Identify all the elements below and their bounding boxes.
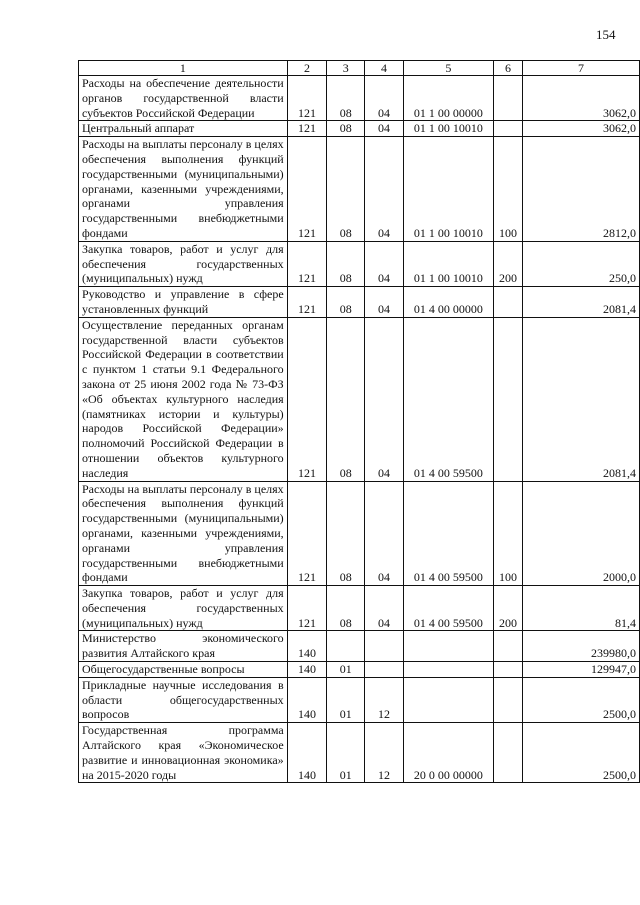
ministry-code-cell: 140	[287, 631, 327, 662]
budget-table	[78, 60, 640, 783]
expense-type-cell: 200	[494, 241, 523, 286]
expense-name-cell: Закупка товаров, работ и услуг для обеспечения государственных (муниципальных) нужд	[79, 586, 288, 631]
header-cell: 3	[327, 61, 365, 76]
amount-cell: 250,0	[522, 241, 639, 286]
subsection-code-cell: 04	[365, 317, 404, 481]
table-header-row	[79, 61, 640, 76]
table-row	[79, 137, 640, 242]
section-code-cell	[327, 631, 365, 662]
target-item-cell: 01 4 00 00000	[403, 287, 493, 318]
subsection-code-cell: 04	[365, 586, 404, 631]
target-item-cell: 20 0 00 00000	[403, 723, 493, 783]
table-row	[79, 662, 640, 678]
ministry-code-cell: 140	[287, 662, 327, 678]
expense-name-cell: Прикладные научные исследования в области общегосударственных вопросов	[79, 677, 288, 722]
ministry-code-cell: 121	[287, 137, 327, 242]
expense-name-cell: Расходы на выплаты персоналу в целях обеспечения выполнения функций государственными (муниципальными) органами, казенными учреждениями, органами управления государственными внебюджетными фондами	[79, 481, 288, 586]
subsection-code-cell: 04	[365, 76, 404, 121]
table-row	[79, 631, 640, 662]
expense-type-cell: 200	[494, 586, 523, 631]
ministry-code-cell: 121	[287, 586, 327, 631]
expense-name-cell: Закупка товаров, работ и услуг для обеспечения государственных (муниципальных) нужд	[79, 241, 288, 286]
table-row	[79, 481, 640, 586]
header-cell: 1	[79, 61, 288, 76]
table-row	[79, 241, 640, 286]
section-code-cell: 08	[327, 241, 365, 286]
amount-cell: 81,4	[522, 586, 639, 631]
page-number: 154	[596, 27, 616, 42]
ministry-code-cell: 121	[287, 121, 327, 137]
target-item-cell: 01 4 00 59500	[403, 481, 493, 586]
section-code-cell: 08	[327, 121, 365, 137]
expense-name-cell: Руководство и управление в сфере установленных функций	[79, 287, 288, 318]
expense-name-cell: Осуществление переданных органам государственной власти субъектов Российской Федерации в соответствии с пунктом 1 статьи 9.1 Федерального закона от 25 июня 2002 года № 73-ФЗ «Об объектах культурного наследия (памятниках истории и культуры) народов Российской Федерации» полномочий Российской Федерации в отношении объектов культурного наследия	[79, 317, 288, 481]
subsection-code-cell	[365, 662, 404, 678]
table-row	[79, 317, 640, 481]
section-code-cell: 08	[327, 481, 365, 586]
section-code-cell: 08	[327, 287, 365, 318]
header-cell: 2	[287, 61, 327, 76]
header-cell: 6	[494, 61, 523, 76]
section-code-cell: 08	[327, 76, 365, 121]
expense-type-cell	[494, 662, 523, 678]
target-item-cell: 01 4 00 59500	[403, 586, 493, 631]
section-code-cell: 01	[327, 662, 365, 678]
target-item-cell	[403, 631, 493, 662]
amount-cell: 2500,0	[522, 723, 639, 783]
expense-name-cell: Расходы на выплаты персоналу в целях обеспечения выполнения функций государственными (муниципальными) органами, казенными учреждениями, органами управления государственными внебюджетными фондами	[79, 137, 288, 242]
amount-cell: 239980,0	[522, 631, 639, 662]
expense-name-cell: Министерство экономического развития Алтайского края	[79, 631, 288, 662]
subsection-code-cell: 04	[365, 481, 404, 586]
expense-name-cell: Расходы на обеспечение деятельности органов государственной власти субъектов Российской Федерации	[79, 76, 288, 121]
subsection-code-cell: 04	[365, 137, 404, 242]
ministry-code-cell: 140	[287, 723, 327, 783]
amount-cell: 129947,0	[522, 662, 639, 678]
expense-name-cell: Центральный аппарат	[79, 121, 288, 137]
table-row	[79, 121, 640, 137]
expense-type-cell: 100	[494, 481, 523, 586]
ministry-code-cell: 121	[287, 76, 327, 121]
target-item-cell: 01 1 00 10010	[403, 241, 493, 286]
target-item-cell: 01 1 00 10010	[403, 137, 493, 242]
target-item-cell	[403, 677, 493, 722]
subsection-code-cell	[365, 631, 404, 662]
expense-type-cell	[494, 723, 523, 783]
table-row	[79, 723, 640, 783]
subsection-code-cell: 04	[365, 121, 404, 137]
ministry-code-cell: 121	[287, 481, 327, 586]
header-cell: 4	[365, 61, 404, 76]
table-row	[79, 677, 640, 722]
amount-cell: 2081,4	[522, 287, 639, 318]
header-cell: 5	[403, 61, 493, 76]
section-code-cell: 01	[327, 723, 365, 783]
subsection-code-cell: 04	[365, 241, 404, 286]
amount-cell: 3062,0	[522, 76, 639, 121]
target-item-cell: 01 4 00 59500	[403, 317, 493, 481]
subsection-code-cell: 12	[365, 677, 404, 722]
header-cell: 7	[522, 61, 639, 76]
subsection-code-cell: 04	[365, 287, 404, 318]
amount-cell: 2500,0	[522, 677, 639, 722]
expense-type-cell	[494, 317, 523, 481]
section-code-cell: 08	[327, 137, 365, 242]
table-row	[79, 586, 640, 631]
subsection-code-cell: 12	[365, 723, 404, 783]
ministry-code-cell: 121	[287, 287, 327, 318]
ministry-code-cell: 121	[287, 241, 327, 286]
expense-type-cell	[494, 287, 523, 318]
amount-cell: 2000,0	[522, 481, 639, 586]
ministry-code-cell: 140	[287, 677, 327, 722]
expense-type-cell	[494, 76, 523, 121]
amount-cell: 2081,4	[522, 317, 639, 481]
target-item-cell	[403, 662, 493, 678]
target-item-cell: 01 1 00 10010	[403, 121, 493, 137]
ministry-code-cell: 121	[287, 317, 327, 481]
expense-type-cell	[494, 121, 523, 137]
section-code-cell: 01	[327, 677, 365, 722]
expense-type-cell	[494, 677, 523, 722]
table-row	[79, 287, 640, 318]
amount-cell: 3062,0	[522, 121, 639, 137]
amount-cell: 2812,0	[522, 137, 639, 242]
section-code-cell: 08	[327, 586, 365, 631]
table-row	[79, 76, 640, 121]
expense-name-cell: Государственная программа Алтайского края «Экономическое развитие и инновационная экономика» на 2015-2020 годы	[79, 723, 288, 783]
expense-type-cell: 100	[494, 137, 523, 242]
expense-type-cell	[494, 631, 523, 662]
target-item-cell: 01 1 00 00000	[403, 76, 493, 121]
expense-name-cell: Общегосударственные вопросы	[79, 662, 288, 678]
section-code-cell: 08	[327, 317, 365, 481]
